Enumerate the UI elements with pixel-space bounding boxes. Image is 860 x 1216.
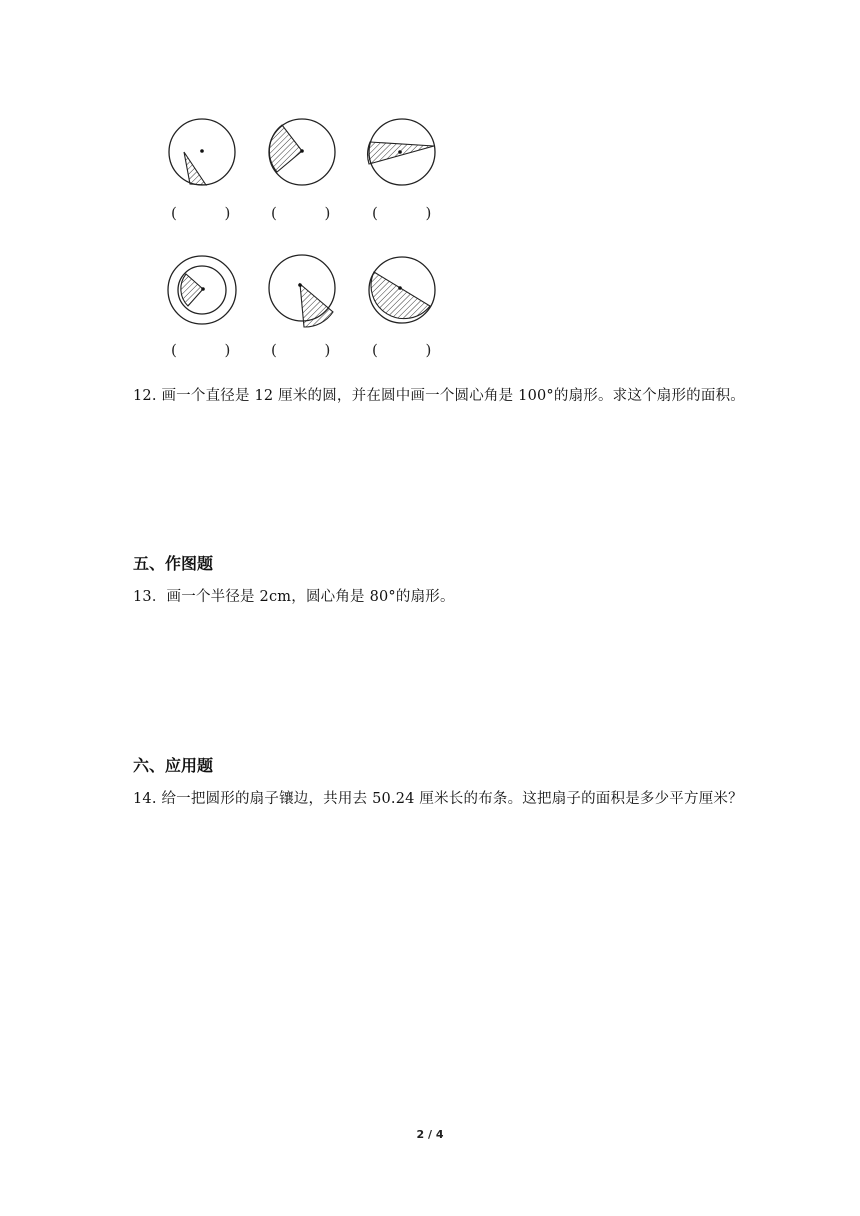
- figure-5-circle: [260, 248, 344, 332]
- figure-4-circle: [160, 248, 244, 332]
- figure-6-circle: [360, 248, 444, 332]
- answer-blank-3[interactable]: ( ): [372, 204, 432, 222]
- question-12: 12. 画一个直径是 12 厘米的圆，并在圆中画一个圆心角是 100°的扇形。求这个扇形的面积。: [133, 388, 745, 404]
- answer-blank-1[interactable]: ( ): [171, 204, 231, 222]
- section-heading-drawing: 五、作图题: [133, 554, 214, 573]
- question-13: 13．画一个半径是 2cm，圆心角是 80°的扇形。: [133, 589, 455, 605]
- sector-figures: [0, 0, 860, 370]
- figure-1-circle: [160, 112, 244, 196]
- answer-blank-5[interactable]: ( ): [271, 341, 331, 359]
- section-heading-application: 六、应用题: [133, 756, 214, 775]
- question-14: 14. 给一把圆形的扇子镶边，共用去 50.24 厘米长的布条。这把扇子的面积是多少平方厘米？: [133, 791, 743, 807]
- answer-blank-4[interactable]: ( ): [171, 341, 231, 359]
- page-number: 2 / 4: [416, 1128, 444, 1141]
- answer-blank-6[interactable]: ( ): [372, 341, 432, 359]
- figure-3-circle: [360, 112, 444, 196]
- answer-blank-2[interactable]: ( ): [271, 204, 331, 222]
- figure-2-circle: [260, 112, 344, 196]
